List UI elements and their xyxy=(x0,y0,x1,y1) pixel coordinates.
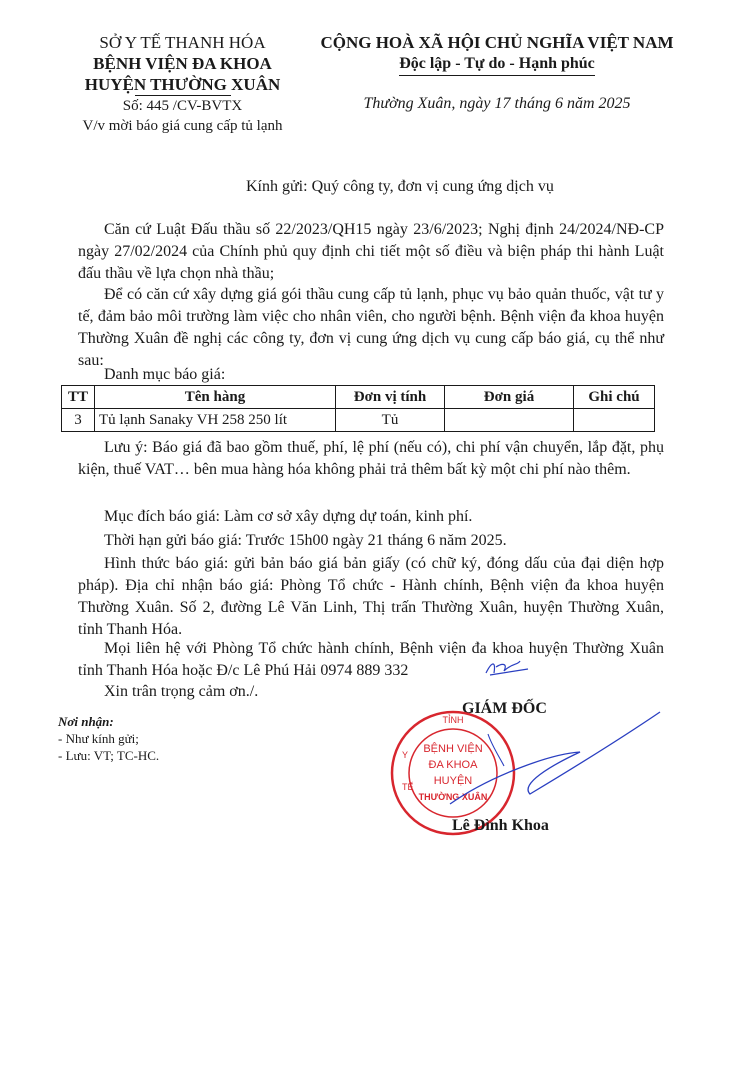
svg-text:Y: Y xyxy=(402,750,409,760)
recipient-item: - Lưu: VT; TC-HC. xyxy=(58,748,160,763)
header-unit-price: Đơn giá xyxy=(445,386,574,409)
svg-text:ĐA KHOA: ĐA KHOA xyxy=(428,759,478,771)
salutation: Kính gửi: Quý công ty, đơn vị cung ứng dịch vụ xyxy=(246,178,554,195)
table-header-row xyxy=(62,386,655,409)
issuer-block xyxy=(50,32,315,136)
header-note: Ghi chú xyxy=(574,386,655,409)
purpose-paragraph: Mục đích báo giá: Làm cơ sở xây dựng dự toán, kinh phí. xyxy=(104,508,473,525)
recipients-block xyxy=(58,713,159,764)
document-subject: V/v mời báo giá cung cấp tủ lạnh xyxy=(82,118,283,134)
hospital-name-line1: BỆNH VIỆN ĐA KHOA xyxy=(93,54,272,73)
note-paragraph: Lưu ý: Báo giá đã bao gồm thuế, phí, lệ phí (nếu có), chi phí vận chuyển, lắp đặt, phụ kiện, thuế VAT… bên mua hàng hóa không phải trả thêm bất kỳ một chi phí nào thêm. xyxy=(78,439,664,478)
svg-text:TỈNH: TỈNH xyxy=(442,715,464,725)
svg-text:BỆNH VIỆN: BỆNH VIỆN xyxy=(423,743,483,755)
place-and-date: Thường Xuân, ngày 17 tháng 6 năm 2025 xyxy=(363,95,631,112)
contact-paragraph: Mọi liên hệ với Phòng Tổ chức hành chính, Bệnh viện đa khoa huyện Thường Xuân tỉnh Thanh Hóa hoặc Đ/c Lê Phú Hải 0974 889 332 xyxy=(78,640,664,679)
nation-name: CỘNG HOÀ XÃ HỘI CHỦ NGHĨA VIỆT NAM xyxy=(320,33,674,52)
hospital-name-line2: HUYỆN THƯỜNG XUÂN xyxy=(84,75,281,94)
recipients-title: Nơi nhận: xyxy=(58,714,114,729)
national-motto: Độc lập - Tự do - Hạnh phúc xyxy=(399,55,595,72)
row-unit-price xyxy=(445,409,574,432)
header-unit: Đơn vị tính xyxy=(336,386,445,409)
svg-text:HUYỆN: HUYỆN xyxy=(433,775,473,787)
row-tt: 3 xyxy=(62,409,95,432)
initials-scribble xyxy=(484,657,532,679)
quote-list-title: Danh mục báo giá: xyxy=(104,366,226,383)
director-signature xyxy=(430,706,670,816)
ministry-name: SỞ Y TẾ THANH HÓA xyxy=(99,33,266,52)
signer-position: GIÁM ĐỐC xyxy=(462,700,547,717)
row-item-name: Tủ lạnh Sanaky VH 258 250 lít xyxy=(95,409,336,432)
svg-text:TẾ: TẾ xyxy=(402,782,414,792)
closing-paragraph: Xin trân trọng cảm ơn./. xyxy=(104,683,259,700)
quote-table xyxy=(61,385,655,432)
row-note xyxy=(574,409,655,432)
deadline-paragraph: Thời hạn gửi báo giá: Trước 15h00 ngày 21 tháng 6 năm 2025. xyxy=(104,532,507,549)
table-row xyxy=(62,409,655,432)
svg-text:THƯỜNG XUÂN: THƯỜNG XUÂN xyxy=(418,792,488,802)
header-tt: TT xyxy=(62,386,95,409)
motto-underline xyxy=(399,75,595,76)
national-header xyxy=(295,32,699,114)
legal-basis-paragraph: Căn cứ Luật Đấu thầu số 22/2023/QH15 ngày 23/6/2023; Nghị định 24/2024/NĐ-CP ngày 27/02/2024 của Chính phủ quy định chi tiết một số điều và biện pháp thi hành Luật đấu thầu về lựa chọn nhà thầu; xyxy=(78,221,664,282)
recipient-item: - Như kính gửi; xyxy=(58,731,139,746)
header-item-name: Tên hàng xyxy=(95,386,336,409)
row-unit: Tủ xyxy=(336,409,445,432)
signer-name: Lê Đình Khoa xyxy=(452,817,549,834)
document-number: Số: 445 /CV-BVTX xyxy=(122,98,243,114)
form-paragraph: Hình thức báo giá: gửi bản báo giá bản giấy (có chữ ký, đóng dấu của đại diện hợp pháp). Địa chỉ nhận báo giá: Phòng Tổ chức - Hành chính, Bệnh viện đa khoa huyện Thường Xuân. Số 2, đường Lê Văn Linh, Thị trấn Thường Xuân, huyện Thường Xuân, tỉnh Thanh Hóa. xyxy=(78,555,664,638)
purpose-intro-paragraph: Để có căn cứ xây dựng giá gói thầu cung cấp tủ lạnh, phục vụ bảo quản thuốc, vật tư y tế, đảm bảo môi trường làm việc cho nhân viên, cho người bệnh. Bệnh viện đa khoa huyện Thường Xuân đề nghị các công ty, đơn vị cung ứng dịch vụ cung cấp báo giá, cụ thể như sau: xyxy=(78,286,664,369)
